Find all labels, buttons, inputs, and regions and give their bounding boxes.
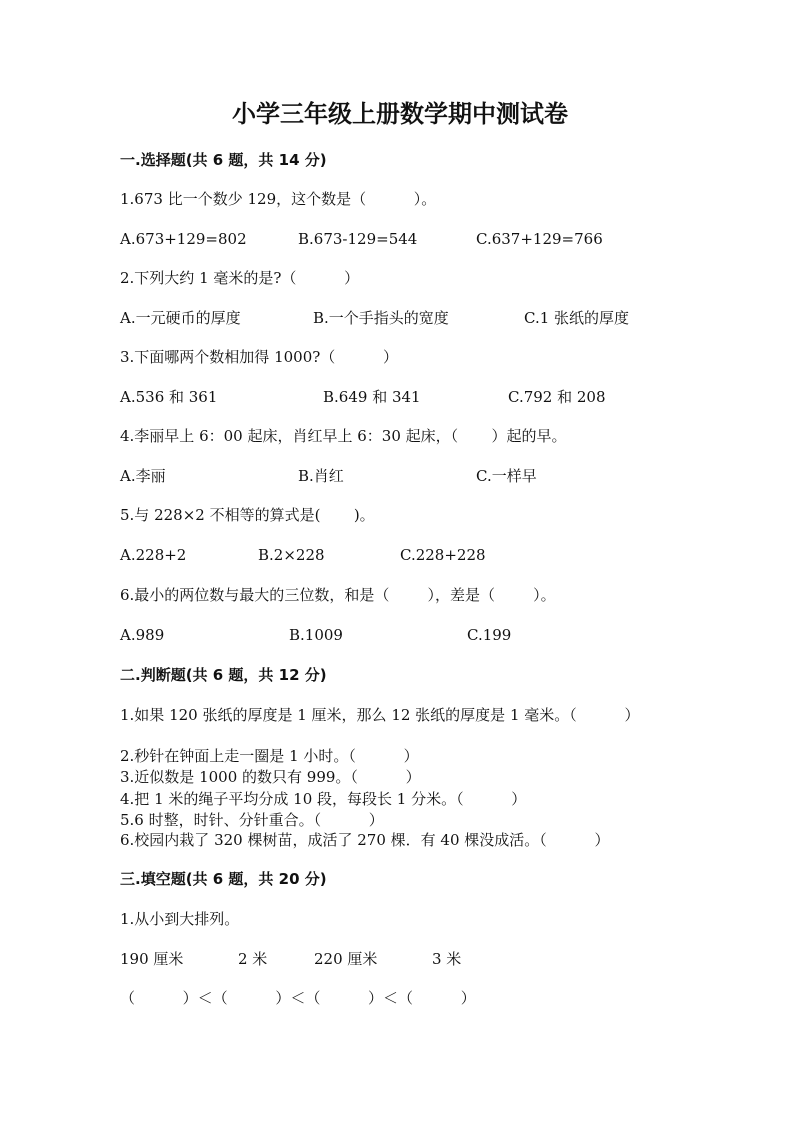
judgment-item: 1.如果 120 张纸的厚度是 1 厘米，那么 12 张纸的厚度是 1 毫米。（ ） xyxy=(120,706,640,724)
value-item: 2 米 xyxy=(238,950,268,968)
page-title: 小学三年级上册数学期中测试卷 xyxy=(232,100,568,128)
option-c: C.1 张纸的厚度 xyxy=(524,309,630,327)
value-item: 3 米 xyxy=(432,950,462,968)
option-c: C.一样早 xyxy=(476,467,537,485)
question-text: 1.673 比一个数少 129，这个数是（ ）。 xyxy=(120,190,437,208)
question-text: 1.从小到大排列。 xyxy=(120,910,240,928)
option-c: C.228+228 xyxy=(400,546,486,564)
option-a: A.989 xyxy=(120,626,165,644)
option-b: B.肖红 xyxy=(298,467,344,485)
section-heading-choice: 一.选择题(共 6 题，共 14 分) xyxy=(120,151,327,169)
section-heading-fill-blank: 三.填空题(共 6 题，共 20 分) xyxy=(120,870,327,888)
question-text: 6.最小的两位数与最大的三位数，和是（ ），差是（ ）。 xyxy=(120,586,556,604)
question-text: 5.与 228×2 不相等的算式是( )。 xyxy=(120,506,375,524)
judgment-item: 2.秒针在钟面上走一圈是 1 小时。（ ） xyxy=(120,747,419,765)
question-text: 2.下列大约 1 毫米的是?（ ） xyxy=(120,269,360,287)
option-b: B.649 和 341 xyxy=(323,388,421,406)
question-text: 3.下面哪两个数相加得 1000?（ ） xyxy=(120,348,398,366)
option-a: A.673+129=802 xyxy=(120,230,247,248)
value-item: 220 厘米 xyxy=(314,950,378,968)
option-b: B.2×228 xyxy=(258,546,325,564)
question-text: 4.李丽早上 6：00 起床，肖红早上 6：30 起床，（ ）起的早。 xyxy=(120,427,567,445)
judgment-item: 6.校园内栽了 320 棵树苗，成活了 270 棵．有 40 棵没成活。（ ） xyxy=(120,831,610,849)
judgment-item: 4.把 1 米的绳子平均分成 10 段，每段长 1 分米。（ ） xyxy=(120,790,527,808)
answer-blanks: （ ）＜（ ）＜（ ）＜（ ） xyxy=(120,989,476,1007)
option-b: B.一个手指头的宽度 xyxy=(313,309,449,327)
option-a: A.李丽 xyxy=(120,467,166,485)
option-c: C.637+129=766 xyxy=(476,230,603,248)
option-b: B.1009 xyxy=(289,626,343,644)
option-c: C.199 xyxy=(467,626,512,644)
option-a: A.一元硬币的厚度 xyxy=(120,309,241,327)
option-a: A.536 和 361 xyxy=(120,388,218,406)
judgment-item: 3.近似数是 1000 的数只有 999。（ ） xyxy=(120,768,421,786)
option-a: A.228+2 xyxy=(120,546,187,564)
option-b: B.673-129=544 xyxy=(298,230,418,248)
section-heading-true-false: 二.判断题(共 6 题，共 12 分) xyxy=(120,666,327,684)
option-c: C.792 和 208 xyxy=(508,388,606,406)
value-item: 190 厘米 xyxy=(120,950,184,968)
judgment-item: 5.6 时整，时针、分针重合。（ ） xyxy=(120,811,384,829)
